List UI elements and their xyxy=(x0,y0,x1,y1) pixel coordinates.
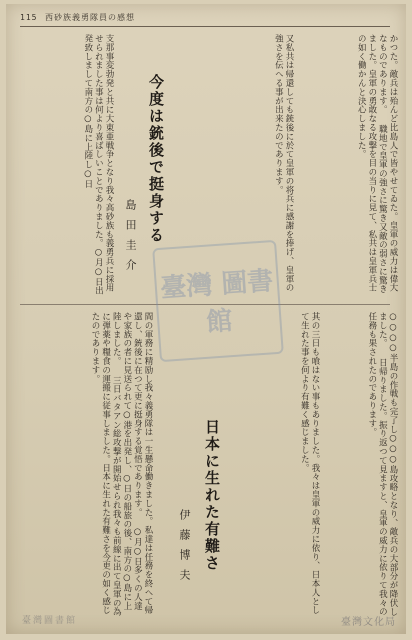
article-title-2: 日本に生れた有難さ xyxy=(203,419,221,572)
running-head xyxy=(20,12,390,23)
article-author-1: 島田圭介 xyxy=(124,199,137,279)
running-head-text: 西砂族義勇隊員の感想 xyxy=(45,13,135,22)
bottom-text-block-middle xyxy=(224,312,320,617)
archive-watermark: 臺灣文化局 xyxy=(341,617,396,628)
article-1-body-top xyxy=(18,34,114,296)
bottom-text-block-right xyxy=(326,312,398,617)
top-text-block-right xyxy=(300,34,398,296)
top-paragraph: 又私共は帰還しても銃後に於て皇軍の将兵に感謝を捧げ、皇軍の強さを伝へる事が出来たのであります。 xyxy=(273,34,294,293)
page-number: 115 xyxy=(20,13,38,22)
article-title-1: 今度は銃後で挺身する xyxy=(147,74,165,244)
top-paragraph: 其の三日も喰はない事もありました。我々は皇軍の威力に依り、日本人として生れた事を何より有難く感じました。 xyxy=(299,312,320,615)
body-paragraph: 三日バタアン総攻撃が開始せられ我々も前線に出て皇軍の為に弾薬や糧食の運搬に従事しました。日本に生れた有難さを今更の如く感じたのであります。 xyxy=(90,312,122,617)
body-paragraph: ○月○日多くの人達や家族の者に見送られて○港を出発し、○日の船旅の後、南方の○島に上陸しました。 xyxy=(111,312,143,611)
body-paragraph: 間の軍務に精励し我々義勇隊は一生懸命働きました。私達は任務を終へて帰還し、銃後に在つて更に挺身する覚悟であります。 xyxy=(132,312,153,615)
article-2-body xyxy=(18,312,153,617)
body-paragraph: 支那事変勃発と共に大東亜戦争となり我々高砂族も義勇兵に採用せられました事は何より喜ばしいことでありました。○月○日出発致しまして南方の○島に上陸し○日 xyxy=(82,34,114,296)
document-page xyxy=(6,4,406,634)
top-paragraph: かつた。敵兵は殆んど比島人で皆やせてゐた。皇軍の威力は偉大なものであります。 xyxy=(377,34,398,293)
article-author-2: 伊藤博夫 xyxy=(178,509,191,589)
top-paragraph: 職地で皇軍の強さに驚き又敵の弱さに驚きました。皇軍の勇敢なる攻撃を目の当りに見て、私共は皇軍兵士の如く働かんと決心しました。 xyxy=(356,34,388,294)
archive-watermark-left: 臺灣圖書館 xyxy=(22,616,78,626)
top-paragraph: ○○○○半島の作戦も完了し○○○島攻略となり、敵兵の大部分が降伏しました。 xyxy=(377,312,398,617)
top-paragraph: 日帰りました。振り返つて見ますと、皇軍の威力に依りて我々の任務も果されたのであります。 xyxy=(366,312,388,617)
library-stamp: 臺灣 圖書館 xyxy=(152,240,284,362)
header-rule xyxy=(20,26,390,27)
